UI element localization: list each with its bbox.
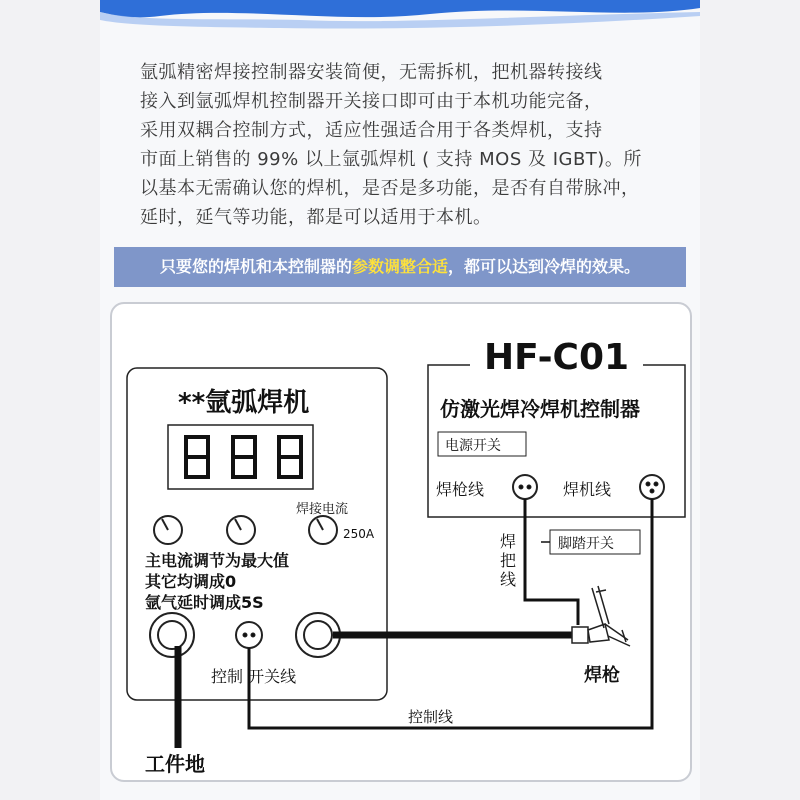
power-switch-label: 电源开关 <box>445 438 501 454</box>
current-value-label: 250A <box>343 527 375 541</box>
intro-line: 氩弧精密焊接控制器安装简便，无需拆机，把机器转接线 <box>140 62 603 83</box>
controller-model-label: HF-C01 <box>470 337 643 378</box>
banner-prefix: 只要您的焊机和本控制器的 <box>159 257 352 276</box>
switch-socket <box>236 622 262 648</box>
current-knob <box>309 516 337 544</box>
instruction-line: 主电流调节为最大值 <box>145 551 290 570</box>
torch-line-port <box>513 475 537 499</box>
ground-label: 工件地 <box>145 752 205 776</box>
foot-switch-label: 脚踏开关 <box>558 536 614 552</box>
banner-highlight: 参数调整合适 <box>351 257 448 276</box>
controller-name-label: 仿激光焊冷焊机控制器 <box>440 397 640 421</box>
welder-line-label: 焊机线 <box>563 480 612 499</box>
welding-torch <box>572 586 630 646</box>
instruction-line: 其它均调成0 <box>145 572 237 591</box>
banner-suffix: ，都可以达到冷焊的效果。 <box>448 257 641 276</box>
knob <box>227 516 255 544</box>
instruction-line: 氩气延时调成5S <box>145 593 264 612</box>
intro-line: 接入到氩弧焊机控制器开关接口即可由于本机功能完备， <box>140 91 603 112</box>
welder-line-port <box>640 475 664 499</box>
torch-handle-line-label: 焊把线 <box>500 532 517 589</box>
knob <box>154 516 182 544</box>
welding-current-label: 焊接电流 <box>296 502 349 517</box>
torch-label: 焊枪 <box>584 665 620 686</box>
intro-line: 以基本无需确认您的焊机，是否是多功能，是否有自带脉冲， <box>140 178 640 199</box>
switch-line-label: 控制 开关线 <box>211 667 297 686</box>
intro-line: 采用双耦合控制方式，适应性强适合用于各类焊机，支持 <box>140 120 603 141</box>
control-line-label: 控制线 <box>408 708 454 726</box>
intro-line: 延时，延气等功能，都是可以适用于本机。 <box>140 207 492 228</box>
torch-line-label: 焊枪线 <box>436 480 485 499</box>
torch-control-wire <box>525 499 578 625</box>
welder-title: **氩弧焊机 <box>178 388 310 418</box>
intro-line: 市面上销售的 99% 以上氩弧焊机 ( 支持 MOS 及 IGBT)。所 <box>140 149 642 170</box>
ground-socket <box>150 613 194 657</box>
